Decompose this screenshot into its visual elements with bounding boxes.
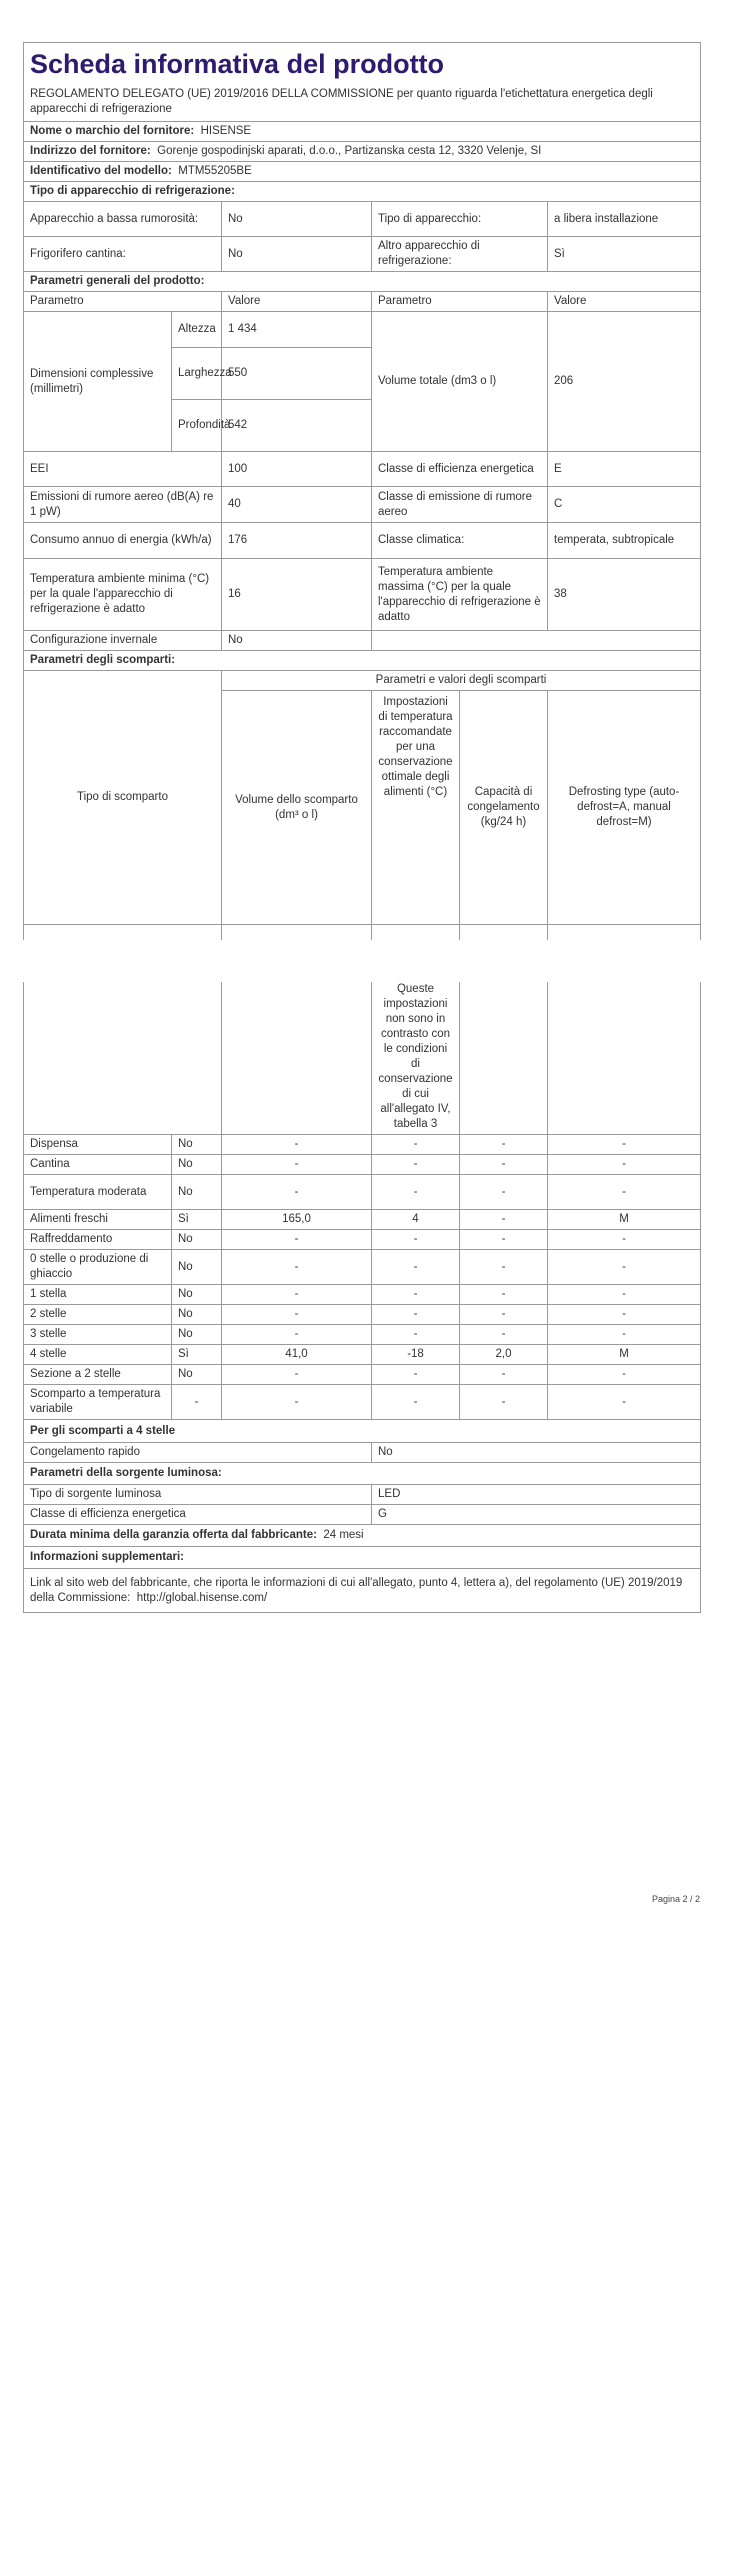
param-label: Emissioni di rumore aereo (dB(A) re 1 pW) [24, 487, 222, 523]
compartment-present: No [172, 1365, 222, 1385]
compartment-row [24, 1250, 701, 1285]
fast-freeze-value: No [372, 1443, 701, 1463]
param-label: EEI [24, 452, 222, 487]
compartment-freezing: - [460, 1250, 548, 1285]
col-parameter: Parametro [372, 292, 548, 312]
compartment-present: Sì [172, 1345, 222, 1365]
light-type-row [24, 1485, 701, 1505]
param-value: temperata, subtropicale [548, 523, 701, 559]
compartment-present: No [172, 1305, 222, 1325]
compartment-temperature: - [372, 1325, 460, 1345]
col-volume: Volume dello scomparto (dm³ o l) [222, 691, 372, 925]
compartment-present: - [172, 1385, 222, 1420]
compartment-row [24, 1285, 701, 1305]
volume-value: 206 [548, 312, 701, 452]
warranty-row [24, 1525, 701, 1547]
col-value: Valore [222, 292, 372, 312]
compartment-defrost: - [548, 1250, 701, 1285]
compartment-row [24, 1305, 701, 1325]
supplier-row [24, 122, 701, 142]
compartment-volume: - [222, 1250, 372, 1285]
general-header: Parametri generali del prodotto: [24, 272, 701, 292]
depth-value: 542 [222, 400, 372, 452]
supplier-value: HISENSE [200, 125, 252, 137]
winter-label: Configurazione invernale [24, 631, 222, 651]
height-label: Altezza [172, 312, 222, 348]
col-temperature: Impostazioni di temperatura raccomandate per una conservazione ottimale degli alimenti (°C) [372, 691, 460, 925]
param-value: 176 [222, 523, 372, 559]
compartments-header: Parametri degli scomparti: [24, 651, 701, 671]
param-value: 100 [222, 452, 372, 487]
fast-freeze-label: Congelamento rapido [24, 1443, 372, 1463]
param-value: 40 [222, 487, 372, 523]
compartment-temperature: 4 [372, 1210, 460, 1230]
extra-header: Informazioni supplementari: [24, 1547, 701, 1569]
type-label: Apparecchio a bassa rumorosità: [24, 202, 222, 237]
compartment-defrost: - [548, 1325, 701, 1345]
warranty-label: Durata minima della garanzia offerta dal fabbricante: [30, 1529, 317, 1541]
compartment-row [24, 1365, 701, 1385]
compartment-name: Cantina [24, 1155, 172, 1175]
manufacturer-link[interactable]: http://global.hisense.com/ [136, 1591, 268, 1604]
compartment-volume: 165,0 [222, 1210, 372, 1230]
compartment-name: Dispensa [24, 1135, 172, 1155]
compartment-name: 3 stelle [24, 1325, 172, 1345]
page-title: Scheda informativa del prodotto [24, 43, 701, 84]
model-value: MTM55205BE [178, 165, 252, 177]
winter-row [24, 631, 701, 651]
type-label: Tipo di apparecchio: [372, 202, 548, 237]
warranty-value: 24 mesi [323, 1529, 364, 1541]
compartment-volume: - [222, 1385, 372, 1420]
compartment-volume: 41,0 [222, 1345, 372, 1365]
compartment-defrost: - [548, 1305, 701, 1325]
height-value: 1 434 [222, 312, 372, 348]
compartment-temperature: - [372, 1305, 460, 1325]
light-type-value: LED [372, 1485, 701, 1505]
light-class-value: G [372, 1505, 701, 1525]
compartment-defrost: - [548, 1365, 701, 1385]
page-gap [0, 940, 734, 982]
address-label: Indirizzo del fornitore: [30, 145, 151, 157]
compartment-freezing: - [460, 1365, 548, 1385]
width-value: 550 [222, 348, 372, 400]
compartment-volume: - [222, 1230, 372, 1250]
compartment-freezing: - [460, 1385, 548, 1420]
param-value: C [548, 487, 701, 523]
col-defrosting-type: Defrosting type (auto-defrost=A, manual defrost=M) [548, 691, 701, 925]
col-freezing-capacity: Capacità di congelamento (kg/24 h) [460, 691, 548, 925]
type-row [24, 237, 701, 272]
compartment-temperature: - [372, 1175, 460, 1210]
model-label: Identificativo del modello: [30, 165, 172, 177]
compartment-present: No [172, 1230, 222, 1250]
compartment-freezing: - [460, 1175, 548, 1210]
address-value: Gorenje gospodinjski aparati, d.o.o., Partizanska cesta 12, 3320 Velenje, SI [157, 145, 542, 157]
compartment-freezing: - [460, 1155, 548, 1175]
depth-label: Profondità [172, 400, 222, 452]
compartment-temperature: - [372, 1365, 460, 1385]
supplier-label: Nome o marchio del fornitore: [30, 125, 195, 137]
address-row [24, 142, 701, 162]
compartment-temperature: - [372, 1230, 460, 1250]
compartment-present: No [172, 1250, 222, 1285]
compartment-volume: - [222, 1325, 372, 1345]
compartment-temperature: - [372, 1250, 460, 1285]
compartment-name: 4 stelle [24, 1345, 172, 1365]
general-column-headers [24, 292, 701, 312]
light-header: Parametri della sorgente luminosa: [24, 1463, 701, 1485]
compartment-present: No [172, 1135, 222, 1155]
winter-value: No [222, 631, 372, 651]
compartment-present: No [172, 1285, 222, 1305]
compartment-volume: - [222, 1365, 372, 1385]
compartment-defrost: - [548, 1285, 701, 1305]
general-row [24, 452, 701, 487]
product-information-sheet [23, 42, 700, 1613]
page-number: Pagina 2 / 2 [652, 1894, 701, 1904]
col-parameter: Parametro [24, 292, 222, 312]
param-label: Classe di emissione di rumore aereo [372, 487, 548, 523]
compartment-defrost: - [548, 1385, 701, 1420]
compartment-present: No [172, 1175, 222, 1210]
general-row [24, 487, 701, 523]
param-value: 16 [222, 559, 372, 631]
param-label: Temperatura ambiente massima (°C) per la quale l'apparecchio di refrigerazione è adatto [372, 559, 548, 631]
regulation-text: REGOLAMENTO DELEGATO (UE) 2019/2016 DELLA COMMISSIONE per quanto riguarda l'etichettatura energetica degli apparecchi di refrigerazione [24, 83, 701, 122]
compartment-row [24, 1135, 701, 1155]
compartment-temperature: - [372, 1135, 460, 1155]
compartment-freezing: - [460, 1230, 548, 1250]
compartment-present: No [172, 1325, 222, 1345]
extra-text: Link al sito web del fabbricante, che riporta le informazioni di cui all'allegato, punto 4, lettera a), del regolamento (UE) 2019/2019 della Commissione: [30, 1576, 683, 1604]
compartment-row [24, 1155, 701, 1175]
compartment-name: Sezione a 2 stelle [24, 1365, 172, 1385]
compartment-temperature: -18 [372, 1345, 460, 1365]
light-class-label: Classe di efficienza energetica [24, 1505, 372, 1525]
compartment-present: No [172, 1155, 222, 1175]
type-value: a libera installazione [548, 202, 701, 237]
main-table [23, 42, 701, 1613]
compartment-freezing: 2,0 [460, 1345, 548, 1365]
compartment-row [24, 1175, 701, 1210]
appliance-type-header: Tipo di apparecchio di refrigerazione: [24, 182, 701, 202]
compartment-freezing: - [460, 1325, 548, 1345]
compartment-defrost: - [548, 1175, 701, 1210]
general-row [24, 559, 701, 631]
param-label: Classe climatica: [372, 523, 548, 559]
compartment-volume: - [222, 1285, 372, 1305]
extra-info [24, 1569, 701, 1613]
dimensions-label: Dimensioni complessive (millimetri) [24, 312, 172, 452]
compartment-row [24, 1230, 701, 1250]
compartment-temperature: - [372, 1155, 460, 1175]
compartment-name: Raffreddamento [24, 1230, 172, 1250]
type-label: Altro apparecchio di refrigerazione: [372, 237, 548, 272]
compartment-row [24, 1345, 701, 1365]
col-group-header: Parametri e valori degli scomparti [222, 671, 701, 691]
compartment-row [24, 1385, 701, 1420]
param-value: E [548, 452, 701, 487]
general-row [24, 523, 701, 559]
compartment-freezing: - [460, 1285, 548, 1305]
compartment-name: Temperatura moderata [24, 1175, 172, 1210]
param-label: Temperatura ambiente minima (°C) per la quale l'apparecchio di refrigerazione è adatto [24, 559, 222, 631]
compartment-defrost: M [548, 1210, 701, 1230]
compartment-freezing: - [460, 1305, 548, 1325]
volume-label: Volume totale (dm3 o l) [372, 312, 548, 452]
compartment-name: 0 stelle o produzione di ghiaccio [24, 1250, 172, 1285]
compartment-row [24, 1325, 701, 1345]
width-label: Larghezza [172, 348, 222, 400]
type-row [24, 202, 701, 237]
four-star-header: Per gli scomparti a 4 stelle [24, 1420, 701, 1443]
param-label: Consumo annuo di energia (kWh/a) [24, 523, 222, 559]
col-compartment-type: Tipo di scomparto [24, 671, 222, 925]
type-label: Frigorifero cantina: [24, 237, 222, 272]
compartment-freezing: - [460, 1135, 548, 1155]
type-value: Sì [548, 237, 701, 272]
compartment-volume: - [222, 1305, 372, 1325]
param-value: 38 [548, 559, 701, 631]
col-value: Valore [548, 292, 701, 312]
temperature-note: Queste impostazioni non sono in contrasto con le condizioni di conservazione di cui all'allegato IV, tabella 3 [372, 955, 460, 1135]
compartment-volume: - [222, 1135, 372, 1155]
compartment-temperature: - [372, 1285, 460, 1305]
type-value: No [222, 237, 372, 272]
param-label: Classe di efficienza energetica [372, 452, 548, 487]
compartment-volume: - [222, 1175, 372, 1210]
compartment-defrost: M [548, 1345, 701, 1365]
model-row [24, 162, 701, 182]
compartment-name: Scomparto a temperatura variabile [24, 1385, 172, 1420]
compartment-volume: - [222, 1155, 372, 1175]
compartment-freezing: - [460, 1210, 548, 1230]
light-type-label: Tipo di sorgente luminosa [24, 1485, 372, 1505]
compartment-name: Alimenti freschi [24, 1210, 172, 1230]
light-class-row [24, 1505, 701, 1525]
fast-freeze-row [24, 1443, 701, 1463]
compartment-row [24, 1210, 701, 1230]
compartment-name: 2 stelle [24, 1305, 172, 1325]
compartment-temperature: - [372, 1385, 460, 1420]
compartment-name: 1 stella [24, 1285, 172, 1305]
compartment-defrost: - [548, 1230, 701, 1250]
compartment-present: Sì [172, 1210, 222, 1230]
type-value: No [222, 202, 372, 237]
compartment-defrost: - [548, 1135, 701, 1155]
compartment-defrost: - [548, 1155, 701, 1175]
